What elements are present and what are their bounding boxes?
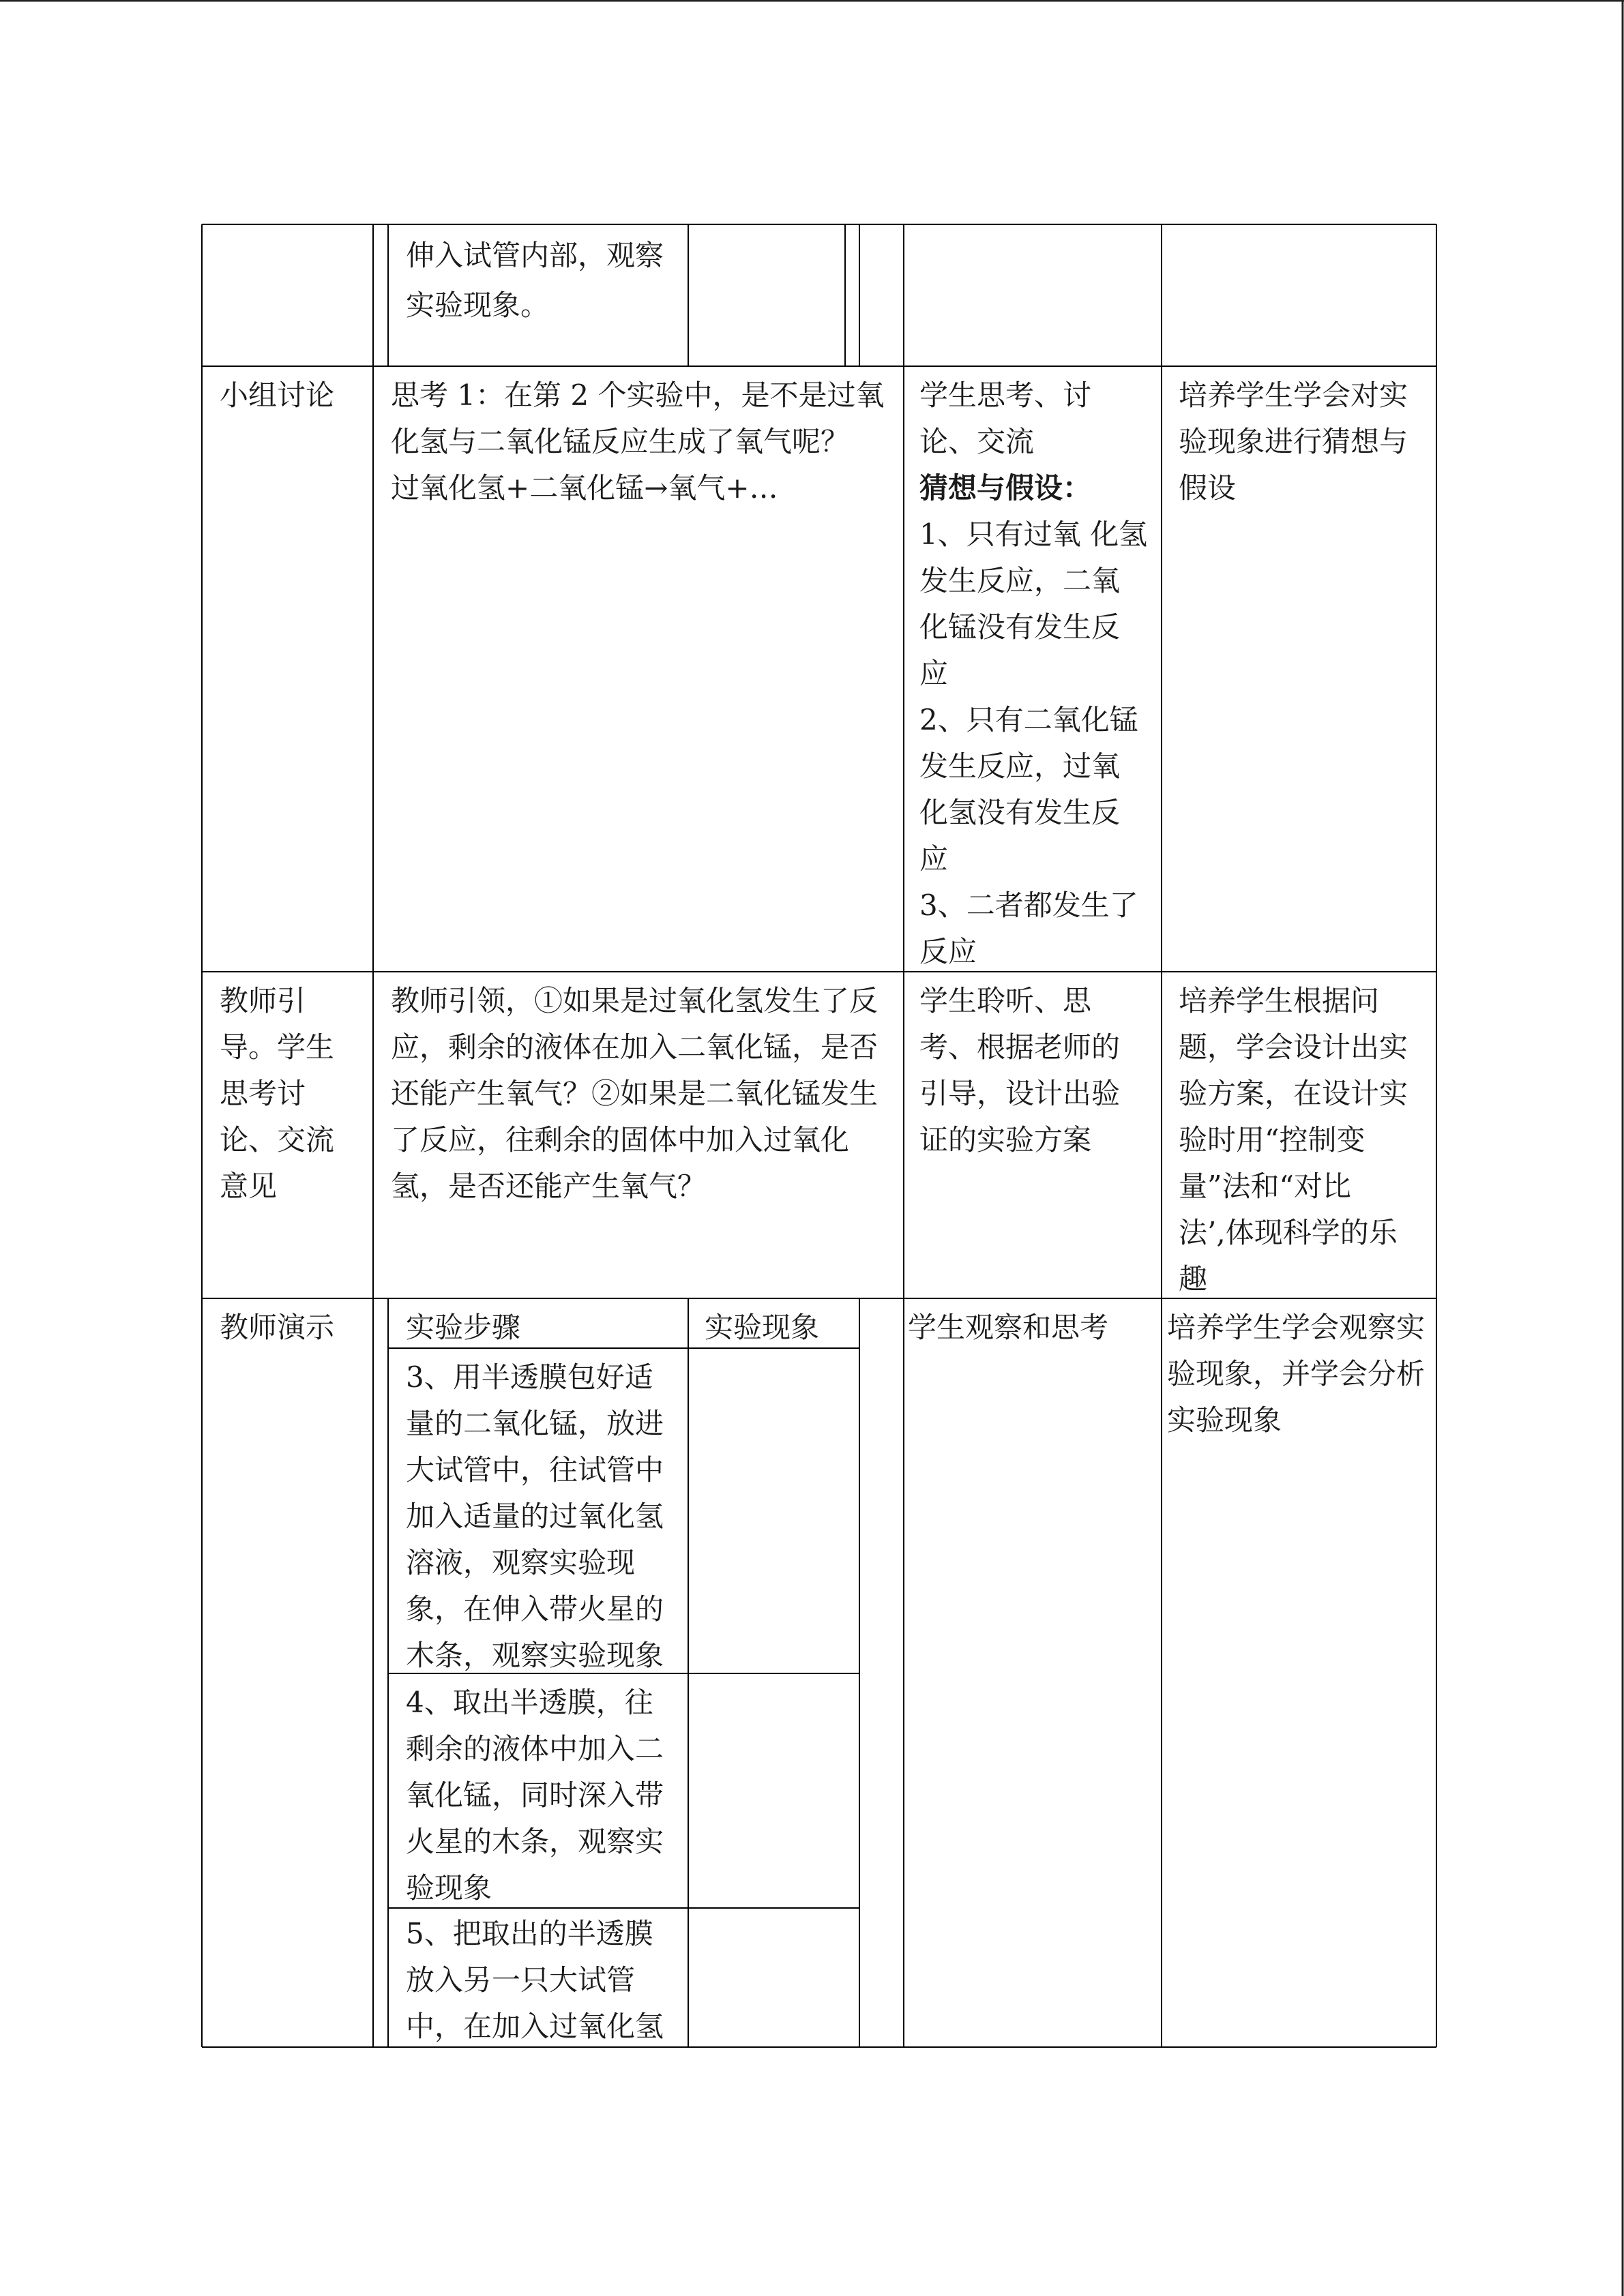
text-line: 4、取出半透膜，往	[406, 1686, 653, 1719]
text-line: 实验现象。	[406, 288, 550, 322]
column-header: 实验现象	[705, 1311, 820, 1344]
text-line: 培养学生学会对实	[1179, 378, 1408, 412]
text-line: 发生反应，过氧	[919, 749, 1121, 783]
text-line: 木条，观察实验现象	[406, 1639, 664, 1672]
text-line: 验现象进行猜想与	[1179, 425, 1408, 458]
demo-step-4	[406, 1680, 664, 1911]
text-line: 应	[919, 842, 949, 876]
row3-purpose-cell	[1179, 978, 1408, 1302]
text-line: 反应	[919, 935, 977, 968]
row2-stage-cell	[220, 372, 334, 419]
text-line: 假设	[1179, 471, 1237, 505]
row1-demo-step-cell	[406, 230, 664, 330]
text-line: 思考讨	[220, 1077, 306, 1110]
text-line: 引导，设计出验	[919, 1077, 1121, 1110]
text-line: 培养学生学会观察实	[1167, 1311, 1426, 1344]
column-header: 实验步骤	[406, 1311, 521, 1344]
row2-purpose-cell	[1179, 372, 1408, 511]
text-line: 意见	[220, 1169, 278, 1203]
text-line: 溶液，观察实验现	[406, 1546, 636, 1579]
text-line: 思考 1：在第 2 个实验中，是不是过氧	[391, 378, 885, 412]
text-line: 加入适量的过氧化氢	[406, 1500, 664, 1533]
text-line: 小组讨论	[220, 378, 335, 412]
row2-student-cell	[919, 372, 1147, 975]
text-line: 火星的木条，观察实	[406, 1825, 664, 1858]
text-line: 氢，是否还能产生氧气？	[391, 1169, 707, 1203]
text-line: 论、交流	[220, 1123, 335, 1157]
demo-table-header-steps	[406, 1304, 520, 1351]
text-line: 验方案，在设计实	[1179, 1077, 1408, 1110]
text-line: 验现象，并学会分析	[1167, 1357, 1426, 1390]
text-line: 中，在加入过氧化氢	[406, 2010, 664, 2043]
text-line: 实验现象	[1167, 1403, 1282, 1437]
text-line: 教师引领，①如果是过氧化氢发生了反	[391, 984, 879, 1017]
text-line: 考、根据老师的	[919, 1030, 1121, 1064]
demo-table-header-observation	[705, 1304, 819, 1351]
text-line: 量的二氧化锰，放进	[406, 1407, 664, 1440]
text-line: 教师引	[220, 984, 306, 1017]
text-line: 应	[919, 657, 949, 690]
text-line: 论、交流	[919, 425, 1035, 458]
text-line: 学生观察和思考	[908, 1311, 1109, 1344]
row2-teacher-cell	[391, 372, 885, 511]
text-line: 2、只有二氧化锰	[919, 703, 1138, 736]
text-line: 趣	[1179, 1262, 1208, 1296]
hypothesis-heading: 猜想与假设：	[919, 471, 1092, 505]
text-line: 1、只有过氧 化氢	[919, 518, 1148, 551]
row3-student-cell	[919, 978, 1120, 1163]
text-line: 化锰没有发生反	[919, 610, 1121, 644]
row4-stage-cell	[220, 1304, 334, 1351]
text-line: 应，剩余的液体在加入二氧化锰，是否	[391, 1030, 879, 1064]
text-line: 发生反应，二氧	[919, 564, 1121, 597]
text-line: 化氢没有发生反	[919, 796, 1121, 829]
text-line: 学生思考、讨	[919, 378, 1092, 412]
text-line: 氧化锰，同时深入带	[406, 1778, 664, 1812]
text-line: 教师演示	[220, 1311, 335, 1344]
text-line: 象，在伸入带火星的	[406, 1592, 664, 1626]
text-line: 了反应，往剩余的固体中加入过氧化	[391, 1123, 850, 1157]
text-line: 剩余的液体中加入二	[406, 1732, 664, 1765]
text-line: 还能产生氧气？②如果是二氧化锰发生	[391, 1077, 879, 1110]
text-line: 3、用半透膜包好适	[406, 1360, 653, 1394]
text-line: 量”法和“对比	[1179, 1169, 1351, 1203]
row4-purpose-cell	[1167, 1304, 1425, 1444]
text-line: 题，学会设计出实	[1179, 1030, 1408, 1064]
text-line: 培养学生根据问	[1179, 984, 1380, 1017]
text-line: 学生聆听、思	[919, 984, 1092, 1017]
text-line: 验现象	[406, 1871, 492, 1905]
text-line: 化氢与二氧化锰反应生成了氧气呢？	[391, 425, 850, 458]
text-line: 证的实验方案	[919, 1123, 1092, 1157]
text-line: 过氧化氢+二氧化锰→氧气+…	[391, 471, 778, 505]
row3-teacher-cell	[391, 978, 878, 1210]
text-line: 5、把取出的半透膜	[406, 1917, 653, 1950]
text-line: 大试管中，往试管中	[406, 1453, 664, 1487]
text-line: 法’,体现科学的乐	[1179, 1216, 1398, 1249]
text-line: 伸入试管内部，观察	[406, 239, 664, 272]
text-line: 放入另一只大试管	[406, 1963, 636, 1997]
demo-step-3	[406, 1354, 664, 1679]
text-line: 3、二者都发生了	[919, 889, 1138, 922]
text-line: 导。学生	[220, 1030, 335, 1064]
demo-step-5	[406, 1911, 664, 2050]
row3-stage-cell	[220, 978, 334, 1210]
text-line: 验时用“控制变	[1179, 1123, 1365, 1157]
row4-student-cell	[908, 1304, 1108, 1351]
